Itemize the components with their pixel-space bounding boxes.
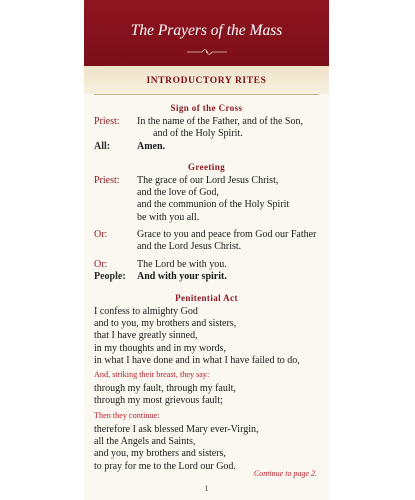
text-line: all the Angels and Saints, [94, 436, 196, 448]
section-title: INTRODUCTORY RITES [146, 76, 267, 86]
text-line: and the love of God, [137, 187, 219, 199]
penitential-heading: Penitential Act [175, 293, 238, 303]
people-label: People: [94, 271, 126, 282]
or-text: The Lord be with you. [137, 259, 227, 270]
priest-text [137, 175, 327, 224]
or-label: Or: [94, 229, 108, 240]
text-line: through my most grievous fault; [94, 395, 223, 407]
confiteor-part-1 [94, 306, 300, 367]
all-label: All: [94, 141, 111, 152]
text-line: be with you all. [137, 211, 200, 223]
rubric: And, striking their breast, they say: [94, 370, 210, 379]
text-line: The grace of our Lord Jesus Christ, [137, 175, 279, 186]
text-line: that I have greatly sinned, [94, 330, 198, 342]
text-line: and to you, my brothers and sisters, [94, 318, 237, 330]
section-band [84, 66, 329, 94]
text-line: Grace to you and peace from God our Father [137, 229, 317, 240]
prayer-card [84, 0, 329, 500]
page-number: 1 [204, 484, 209, 493]
text-line: through my fault, through my fault, [94, 383, 236, 394]
priest-label: Priest: [94, 116, 120, 127]
priest-label: Priest: [94, 175, 120, 186]
text-line: in my thoughts and in my words, [94, 342, 226, 354]
card-header [84, 0, 329, 66]
text-line: In the name of the Father, and of the Son, [137, 116, 303, 127]
or-label: Or: [94, 259, 108, 270]
rubric: Then they continue: [94, 411, 160, 420]
text-line: and you, my brothers and sisters, [94, 448, 226, 460]
priest-text [137, 116, 327, 140]
continue-note: Continue to page 2. [253, 469, 317, 478]
text-line: to pray for me to the Lord our God. [94, 460, 236, 472]
text-line: and the Lord Jesus Christ. [137, 241, 242, 253]
sign-of-cross-heading: Sign of the Cross [170, 103, 243, 113]
divider [94, 94, 319, 95]
greeting-heading: Greeting [187, 162, 226, 172]
or-text [137, 229, 327, 253]
flourish-ornament-icon [186, 48, 228, 56]
text-line: and of the Holy Spirit. [153, 128, 243, 140]
confiteor-part-2 [94, 383, 236, 407]
people-response: And with your spirit. [137, 271, 227, 282]
text-line: in what I have done and in what I have failed to do, [94, 354, 300, 366]
confiteor-part-3 [94, 424, 259, 473]
text-line: and the communion of the Holy Spirit [137, 199, 290, 211]
page-title: The Prayers of the Mass [130, 22, 283, 39]
text-line: I confess to almighty God [94, 306, 198, 317]
text-line: therefore I ask blessed Mary ever-Virgin, [94, 424, 259, 435]
all-response: Amen. [137, 141, 166, 152]
